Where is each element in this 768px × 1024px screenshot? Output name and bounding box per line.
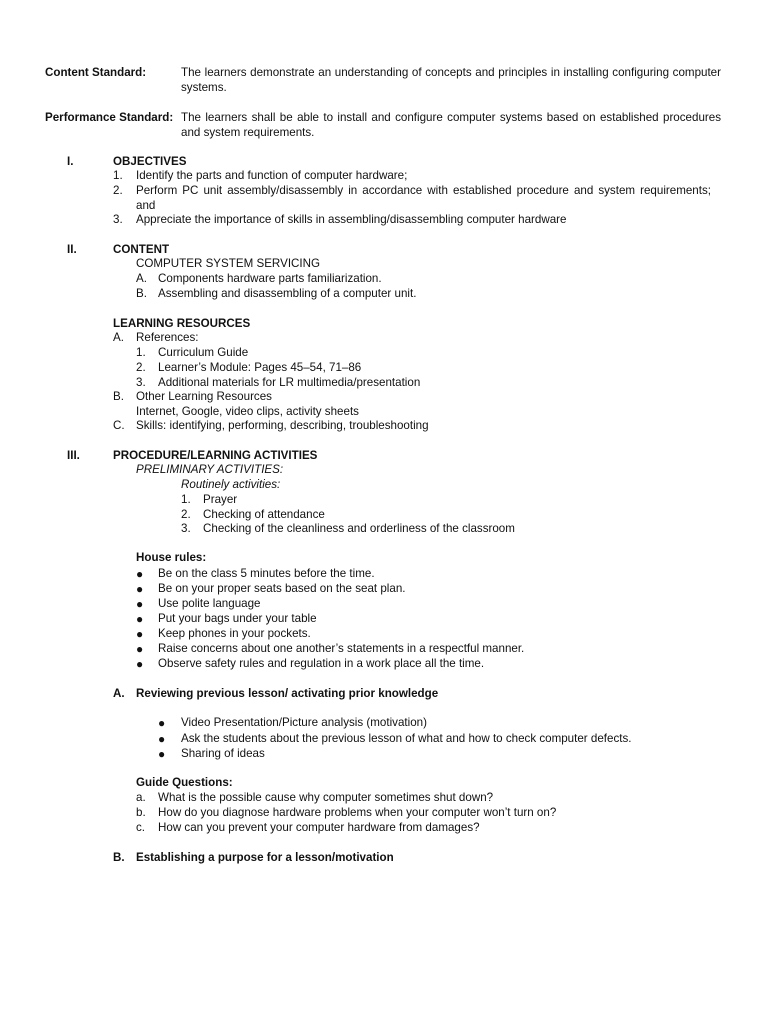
- content-heading: CONTENT: [113, 243, 170, 256]
- guide-question: How can you prevent your computer hardware from damages?: [158, 821, 480, 834]
- review-activity-item: Sharing of ideas: [181, 747, 265, 760]
- bullet-icon: ●: [136, 657, 144, 671]
- routine-number: 1.: [181, 493, 191, 506]
- routine-number: 2.: [181, 508, 191, 521]
- house-rule-item: Put your bags under your table: [158, 612, 317, 625]
- guide-question-letter: c.: [136, 821, 146, 834]
- content-standard-text: The learners demonstrate an understanding of concepts and principles in installing configuring computer systems.: [181, 66, 721, 94]
- bullet-icon: ●: [158, 716, 166, 730]
- guide-question-letter: a.: [136, 791, 146, 804]
- reference-number: 2.: [136, 361, 146, 374]
- review-activity-item: Video Presentation/Picture analysis (motivation): [181, 716, 427, 729]
- objectives-heading: OBJECTIVES: [113, 155, 187, 168]
- resource-letter: B.: [113, 390, 124, 403]
- bullet-icon: ●: [136, 612, 144, 626]
- bullet-icon: ●: [136, 567, 144, 581]
- reference-item: Learner’s Module: Pages 45–54, 71–86: [158, 361, 362, 374]
- review-activity-item: Ask the students about the previous lesson of what and how to check computer defects.: [181, 732, 632, 745]
- bullet-icon: ●: [158, 747, 166, 761]
- reference-item: Curriculum Guide: [158, 346, 249, 359]
- procedure-letter: B.: [113, 851, 125, 864]
- content-item-letter: A.: [136, 272, 147, 285]
- bullet-icon: ●: [136, 597, 144, 611]
- routine-number: 3.: [181, 522, 191, 535]
- bullet-icon: ●: [136, 582, 144, 596]
- objective-item: Identify the parts and function of computer hardware;: [136, 169, 408, 182]
- house-rule-item: Be on the class 5 minutes before the time.: [158, 567, 375, 580]
- objective-number: 1.: [113, 169, 123, 182]
- routine-item: Checking of attendance: [203, 508, 325, 521]
- performance-standard-text: The learners shall be able to install and configure computer systems based on established procedures and system requirements.: [181, 111, 721, 139]
- reference-item: Additional materials for LR multimedia/presentation: [158, 376, 421, 389]
- other-resources-detail: Internet, Google, video clips, activity sheets: [136, 405, 359, 418]
- house-rules-heading: House rules:: [136, 551, 207, 564]
- objective-item: Perform PC unit assembly/disassembly in accordance with established procedure and system requirements; and: [136, 184, 711, 212]
- objective-number: 3.: [113, 213, 123, 226]
- content-standard-label: Content Standard:: [45, 66, 147, 79]
- routinely-activities-heading: Routinely activities:: [181, 478, 281, 491]
- house-rule-item: Use polite language: [158, 597, 261, 610]
- reference-number: 1.: [136, 346, 146, 359]
- skills-line: Skills: identifying, performing, describing, troubleshooting: [136, 419, 429, 432]
- objective-item: Appreciate the importance of skills in assembling/disassembling computer hardware: [136, 213, 567, 226]
- content-item: Components hardware parts familiarization.: [158, 272, 382, 285]
- learning-resources-heading: LEARNING RESOURCES: [113, 317, 251, 330]
- procedure-heading: PROCEDURE/LEARNING ACTIVITIES: [113, 449, 318, 462]
- guide-question: What is the possible cause why computer sometimes shut down?: [158, 791, 494, 804]
- performance-standard-label: Performance Standard:: [45, 111, 174, 124]
- reference-number: 3.: [136, 376, 146, 389]
- resource-letter: A.: [113, 331, 124, 344]
- content-item: Assembling and disassembling of a computer unit.: [158, 287, 417, 300]
- routine-item: Checking of the cleanliness and orderliness of the classroom: [203, 522, 515, 535]
- bullet-icon: ●: [136, 642, 144, 656]
- resource-letter: C.: [113, 419, 125, 432]
- bullet-icon: ●: [136, 627, 144, 641]
- house-rule-item: Raise concerns about one another’s statements in a respectful manner.: [158, 642, 525, 655]
- procedure-letter: A.: [113, 687, 125, 700]
- section-numeral-objectives: I.: [67, 155, 74, 168]
- references-label: References:: [136, 331, 199, 344]
- routine-item: Prayer: [203, 493, 238, 506]
- house-rule-item: Observe safety rules and regulation in a work place all the time.: [158, 657, 485, 670]
- establishing-purpose-heading: Establishing a purpose for a lesson/motivation: [136, 851, 394, 864]
- guide-question: How do you diagnose hardware problems when your computer won’t turn on?: [158, 806, 557, 819]
- house-rule-item: Be on your proper seats based on the seat plan.: [158, 582, 406, 595]
- guide-questions-heading: Guide Questions:: [136, 776, 233, 789]
- content-subtitle: COMPUTER SYSTEM SERVICING: [136, 257, 321, 270]
- content-item-letter: B.: [136, 287, 147, 300]
- other-resources-label: Other Learning Resources: [136, 390, 272, 403]
- guide-question-letter: b.: [136, 806, 146, 819]
- reviewing-previous-lesson-heading: Reviewing previous lesson/ activating prior knowledge: [136, 687, 439, 700]
- objective-number: 2.: [113, 184, 123, 197]
- section-numeral-content: II.: [67, 243, 77, 256]
- section-numeral-procedure: III.: [67, 449, 80, 462]
- house-rule-item: Keep phones in your pockets.: [158, 627, 311, 640]
- bullet-icon: ●: [158, 732, 166, 746]
- preliminary-activities-heading: PRELIMINARY ACTIVITIES:: [136, 463, 284, 476]
